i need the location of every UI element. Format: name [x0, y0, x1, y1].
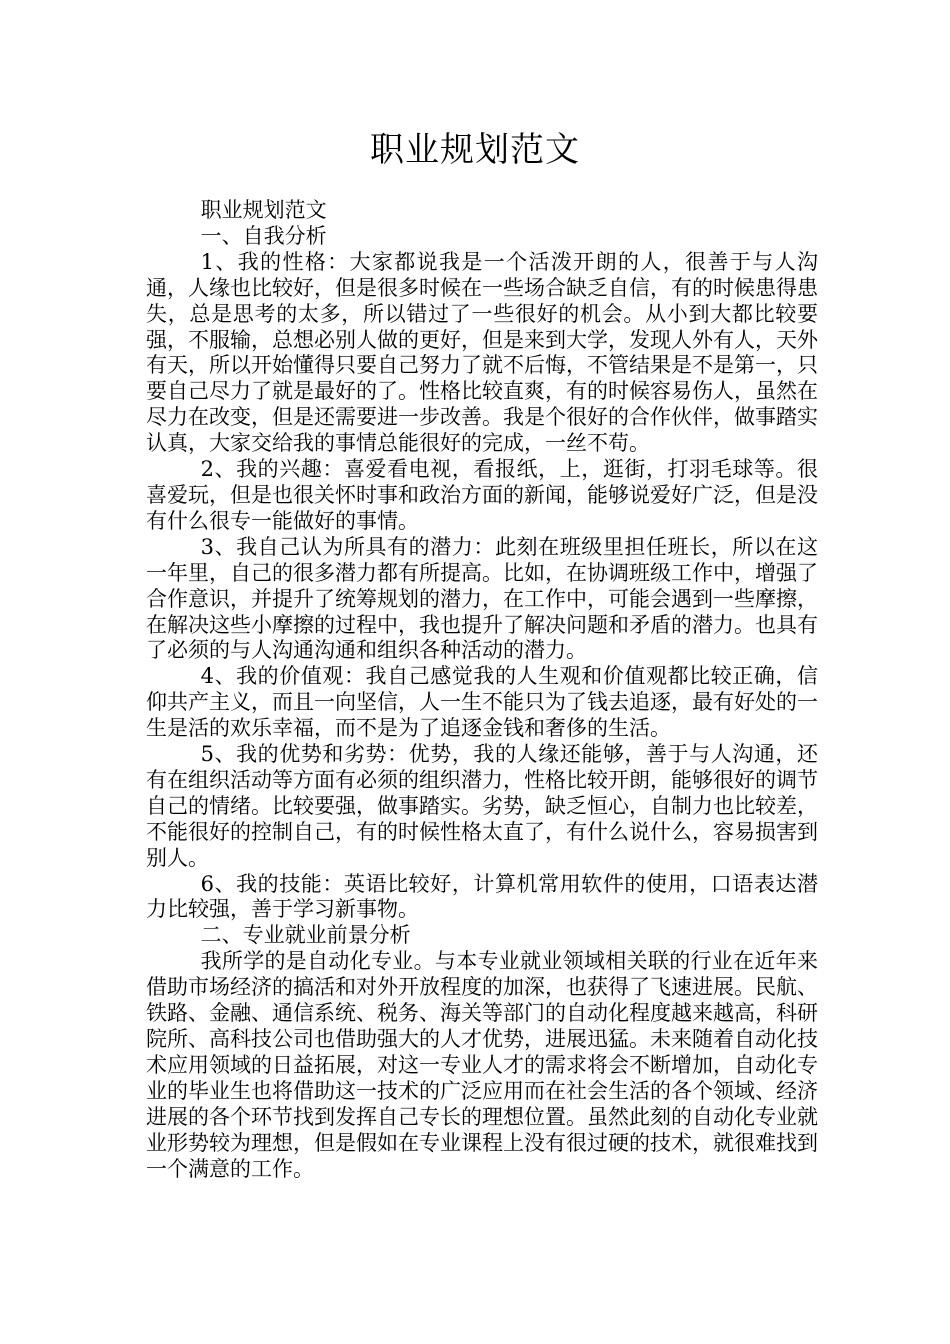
paragraph-strengths-weaknesses: 5、我的优势和劣势：优势，我的人缘还能够，善于与人沟通，还有在组织活动等方面有必须的组织潜力，性格比较开朗，能够很好的调节自己的情绪。比较要强，做事踏实。劣势，缺乏恒心，自制力也比较差，不能很好的控制自己，有的时候性格太直了，有什么说什么，容易损害到别人。 [146, 742, 818, 870]
paragraph-interests: 2、我的兴趣：喜爱看电视，看报纸，上，逛街，打羽毛球等。很喜爱玩，但是也很关怀时事和政治方面的新闻，能够说爱好广泛，但是没有什么很专一能做好的事情。 [146, 457, 818, 533]
document-subtitle: 职业规划范文 [200, 198, 327, 222]
paragraph-values: 4、我的价值观：我自己感觉我的人生观和价值观都比较正确，信仰共产主义，而且一向坚信，人一生不能只为了钱去追逐，最有好处的一生是活的欢乐幸福，而不是为了追逐金钱和奢侈的生活。 [146, 664, 818, 741]
document-title: 职业规划范文 [370, 130, 580, 170]
paragraph-skills: 6、我的技能：英语比较好，计算机常用软件的使用，口语表达潜力比较强，善于学习新事物。 [146, 871, 818, 922]
paragraph-major-outlook: 我所学的是自动化专业。与本专业就业领域相关联的行业在近年来借助市场经济的搞活和对外开放程度的加深，也获得了飞速进展。民航、铁路、金融、通信系统、税务、海关等部门的自动化程度越来越高，科研院所、高科技公司也借助强大的人才优势，进展迅猛。未来随着自动化技术应用领域的日益拓展，对这一专业人才的需求将会不断增加，自动化专业的毕业生也将借助这一技术的广泛应用而在社会生活的各个领域、经济进展的各个环节找到发挥自己专长的理想位置。虽然此刻的自动化专业就业形势较为理想，但是假如在专业课程上没有很过硬的技术，就很难找到一个满意的工作。 [146, 949, 818, 1181]
paragraph-potential: 3、我自己认为所具有的潜力：此刻在班级里担任班长，所以在这一年里，自己的很多潜力都有所提高。比如，在协调班级工作中，增强了合作意识，并提升了统筹规划的潜力，在工作中，可能会遇到一些摩擦，在解决这些小摩擦的过程中，我也提升了解决问题和矛盾的潜力。也具有了必须的与人沟通沟通和组织各种活动的潜力。 [146, 534, 818, 663]
section-heading-self-analysis: 一、自我分析 [200, 223, 327, 248]
document-body [146, 198, 818, 1182]
paragraph-personality: 1、我的性格：大家都说我是一个活泼开朗的人，很善于与人沟通，人缘也比较好，但是很多时候在一些场合缺乏自信，有的时候患得患失，总是思考的太多，所以错过了一些很好的机会。从小到大都比较要强，不服输，总想必别人做的更好，但是来到大学，发现人外有人，天外有天，所以开始懂得只要自己努力了就不后悔，不管结果是不是第一，只要自己尽力了就是最好的了。性格比较直爽，有的时候容易伤人，虽然在尽力在改变，但是还需要进一步改善。我是个很好的合作伙伴，做事踏实认真，大家交给我的事情总能很好的完成，一丝不苟。 [146, 249, 818, 456]
section-heading-career-outlook: 二、专业就业前景分析 [200, 923, 411, 948]
